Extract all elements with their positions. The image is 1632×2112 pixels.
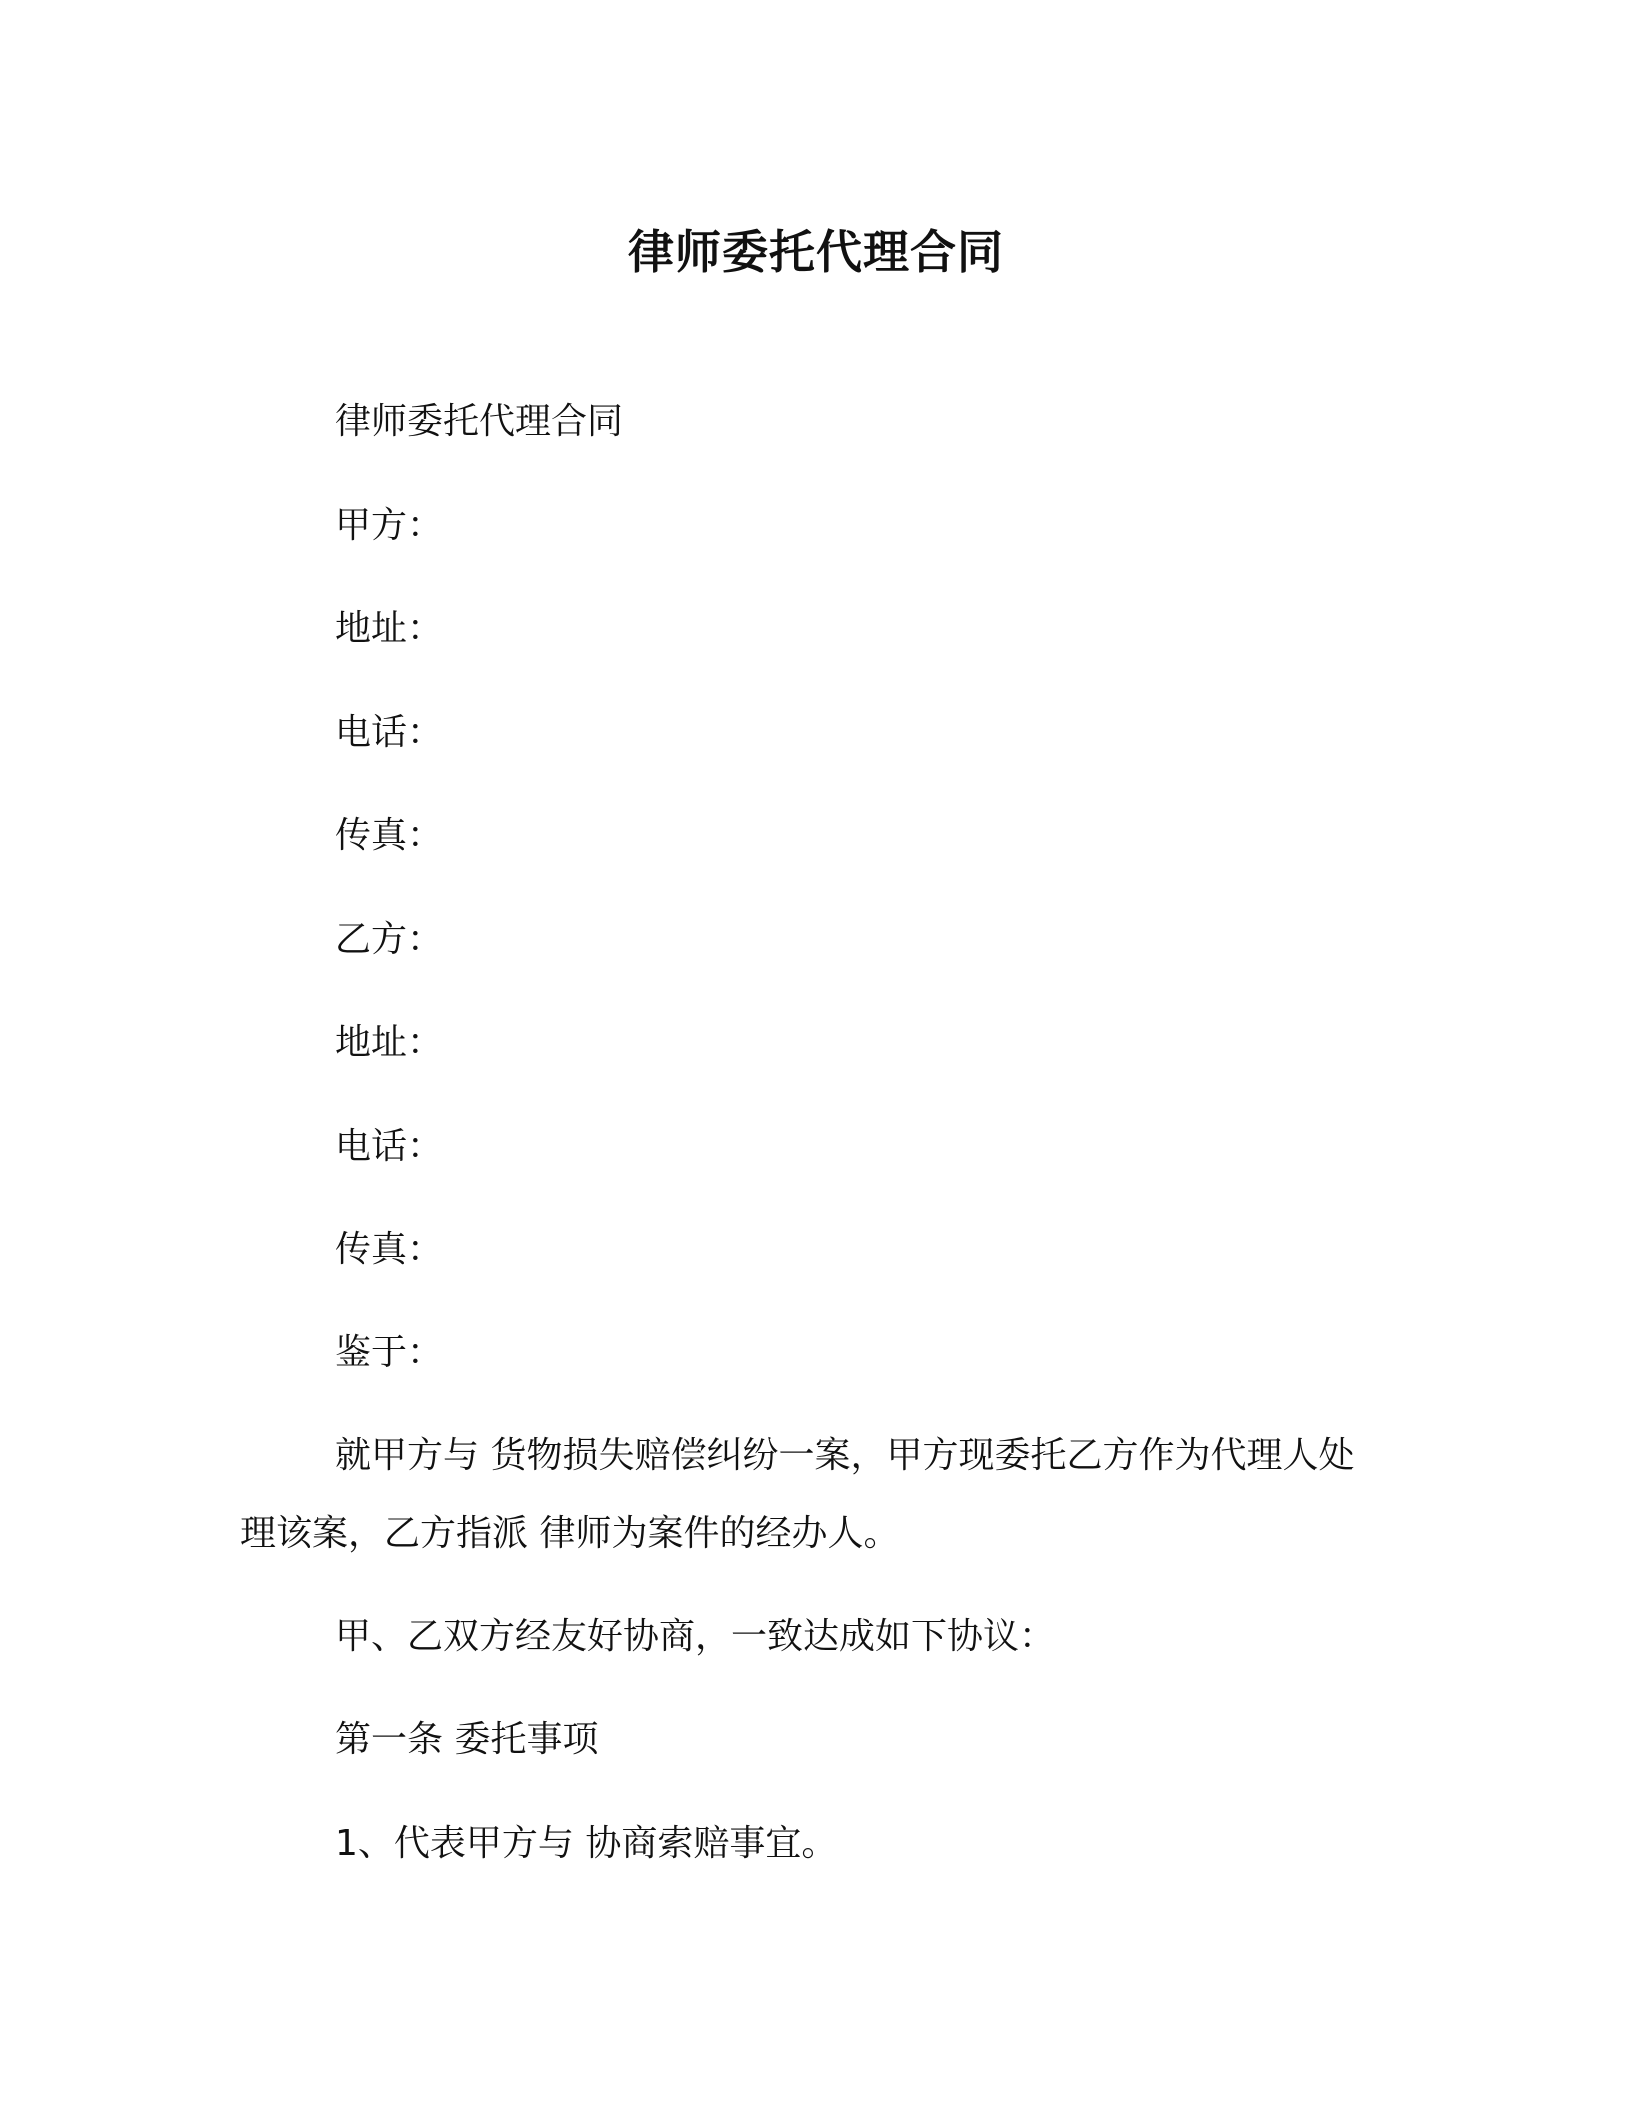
party-a-label: 甲方：: [335, 505, 444, 546]
article-1-item-1: 1、代表甲方与 协商索赔事宜。: [335, 1823, 838, 1864]
whereas-paragraph: 就甲方与 货物损失赔偿纠纷一案，甲方现委托乙方作为代理人处理该案，乙方指派 律师为案件的经办人。: [240, 1435, 1355, 1554]
party-a-address-label: 地址：: [335, 608, 444, 649]
party-a-fax-label: 传真：: [335, 815, 444, 856]
whereas-label: 鉴于：: [335, 1332, 444, 1373]
party-b-fax-label: 传真：: [335, 1229, 444, 1270]
party-b-phone-label: 电话：: [335, 1126, 444, 1167]
party-b-label: 乙方：: [335, 919, 444, 960]
contract-subtitle: 律师委托代理合同: [335, 401, 624, 442]
document-title: 律师委托代理合同: [628, 225, 1004, 279]
agreement-intro: 甲、乙双方经友好协商，一致达成如下协议：: [335, 1616, 1056, 1657]
party-a-phone-label: 电话：: [335, 712, 444, 753]
article-1-heading: 第一条 委托事项: [335, 1719, 599, 1760]
party-b-address-label: 地址：: [335, 1022, 444, 1063]
